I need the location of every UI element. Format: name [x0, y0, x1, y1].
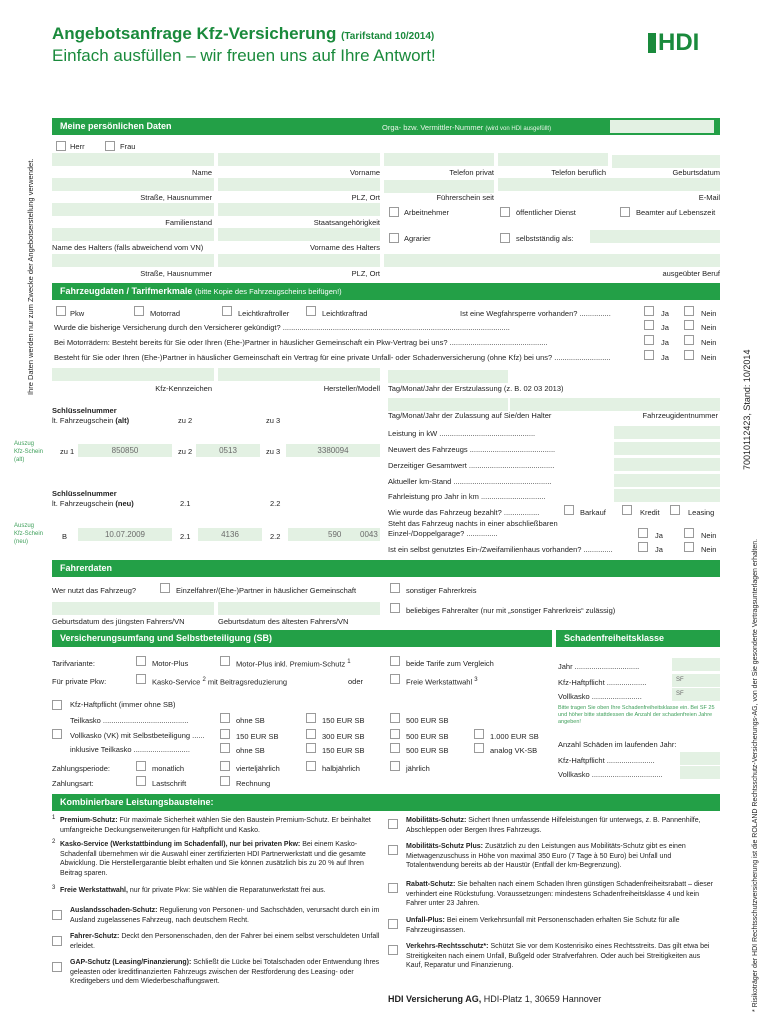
schaeden-haft-label: Kfz-Haftpflicht ....................... — [558, 756, 655, 765]
eigenheim-label: Ist ein selbst genutztes Ein-/Zweifamilienhaus vorhanden? .............. — [388, 545, 613, 554]
gesamtwert-label: Derzeitiger Gesamtwert ......................................... — [388, 461, 555, 470]
aeltester-label: Geburtsdatum des ältesten Fahrers/VN — [218, 617, 349, 626]
vk-1000-checkbox[interactable] — [474, 729, 484, 739]
zu3-label: zu 3 — [266, 447, 281, 456]
kfz-haft-sf-label: Kfz-Haftpflicht ................... — [558, 678, 647, 687]
section-personal: Meine persönlichen Daten Orga- bzw. Vermittler-Nummer (wird von HDI ausgefüllt) — [52, 118, 720, 135]
plz-input[interactable] — [218, 178, 380, 191]
b-input[interactable]: 10.07.2009 — [78, 528, 172, 541]
vorname-label: Vorname — [349, 168, 380, 177]
email-input[interactable] — [498, 178, 720, 191]
orga-label: Orga- bzw. Vermittler-Nummer (wird von HDI ausgefüllt) — [382, 123, 552, 132]
herr-checkbox[interactable] — [56, 141, 66, 151]
vk-label: Vollkasko (VK) mit Selbstbeteiligung ...... — [70, 731, 205, 740]
gekuendigt-ja-checkbox[interactable] — [644, 320, 654, 330]
n22-value2: 0043 — [360, 530, 378, 539]
geburtsdatum-input[interactable] — [612, 155, 720, 168]
plz2-input[interactable] — [218, 254, 380, 267]
unfall-plus-text: Unfall-Plus: Bei einem Verkehrsunfall mit Personenschaden erhalten Sie Schutz für alle Fahrzeuginsassen. — [406, 917, 680, 934]
kasko-sup: 2 — [52, 839, 56, 845]
n22-input[interactable] — [288, 528, 380, 541]
jaehrlich-label: jährlich — [406, 764, 430, 773]
zu2-header: zu 2 — [178, 416, 193, 425]
kennzeichen-input[interactable] — [52, 368, 214, 381]
leichtkraftroller-label: Leichtkraftroller — [238, 309, 290, 318]
premium-sup: 1 — [52, 815, 56, 821]
halter-name-label: Name des Halters (falls abweichend vom VN) — [52, 243, 204, 252]
auszug-alt-note: Auszug Kfz-Schein (alt) — [14, 441, 44, 463]
selbststaendig-label: selbstständig als: — [516, 234, 574, 243]
km-label: Aktueller km-Stand ............................................... — [388, 477, 552, 486]
beliebig-checkbox[interactable] — [390, 603, 400, 613]
vk-300-label: 300 EUR SB — [322, 732, 365, 741]
neuwert-label: Neuwert des Fahrzeugs ......................................... — [388, 445, 556, 454]
section-sf: Schadenfreiheitsklasse — [556, 630, 720, 647]
arbeitnehmer-checkbox[interactable] — [389, 207, 399, 217]
vollkasko-sf-input[interactable]: SF — [672, 688, 720, 701]
verkehr-text: Verkehrs-Rechtsschutz*: Schützt Sie vor dem Kostenrisiko eines Rechtsstreits. Das gilt etwa bei Streitigkeiten nach einem Unfall, Bußgeld oder Strafverfahren. Oder auch bei Streitigkeiten aus Kauf, Reparatur und Finanzierung. — [406, 943, 710, 969]
pkw-checkbox[interactable] — [56, 306, 66, 316]
bezahlt-label: Wie wurde das Fahrzeug bezahlt? ................. — [388, 508, 540, 517]
partner-label: Einzelfahrer/(Ehe-)Partner in häuslicher Gemeinschaft — [176, 586, 357, 595]
telefon-privat-label: Telefon privat — [449, 168, 494, 177]
zu1-label: zu 1 — [60, 447, 75, 456]
rechnung-label: Rechnung — [236, 779, 271, 788]
herr-label: Herr — [70, 142, 85, 151]
tk-150-checkbox[interactable] — [306, 713, 316, 723]
unfall-nein-checkbox[interactable] — [684, 350, 694, 360]
barkauf-checkbox[interactable] — [564, 505, 574, 515]
unfall-nein-label: Nein — [701, 353, 717, 362]
eigenheim-ja-label: Ja — [655, 545, 663, 554]
zu3-header: zu 3 — [266, 416, 281, 425]
beide-label: beide Tarife zum Vergleich — [406, 659, 494, 668]
motor-plus-checkbox[interactable] — [136, 656, 146, 666]
vollkasko-sf-label: Vollkasko ........................ — [558, 692, 642, 701]
wegfahr-nein-checkbox[interactable] — [684, 306, 694, 316]
leichtkraftroller-checkbox[interactable] — [222, 306, 232, 316]
fzschein-neu-label: lt. Fahrzeugschein (neu) — [52, 499, 134, 508]
eigenheim-nein-label: Nein — [701, 545, 717, 554]
freie-checkbox[interactable] — [390, 674, 400, 684]
telefon-privat-input[interactable] — [384, 153, 494, 166]
page-subtitle: Einfach ausfüllen – wir freuen uns auf Ihre Antwort! — [52, 46, 436, 65]
mob-text: Mobilitäts-Schutz: Sichert Ihnen umfassende Hilfeleistungen für unterwegs, z. B. Pannenhilfe, Abschleppen oder Bergen Ihres Fahrzeugs. — [406, 817, 701, 834]
kennzeichen-label: Kfz-Kennzeichen — [155, 384, 212, 393]
leasing-label: Leasing — [688, 508, 715, 517]
erstzulassung-input[interactable] — [388, 370, 508, 383]
oder-label: oder — [348, 677, 364, 686]
partner-checkbox[interactable] — [160, 583, 170, 593]
hersteller-input[interactable] — [218, 368, 380, 381]
wegfahr-ja-checkbox[interactable] — [644, 306, 654, 316]
zulassung-label: Tag/Monat/Jahr der Zulassung auf Sie/den Halter — [388, 411, 552, 420]
gap-checkbox[interactable] — [52, 962, 62, 972]
rechnung-checkbox[interactable] — [220, 776, 230, 786]
agrarier-label: Agrarier — [404, 234, 431, 243]
wegfahr-ja-label: Ja — [661, 309, 669, 318]
telefon-beruflich-input[interactable] — [498, 153, 608, 166]
spacer-alt — [52, 428, 388, 434]
name-label: Name — [191, 168, 212, 177]
leichtkraftrad-label: Leichtkraftrad — [322, 309, 368, 318]
staatsang-label: Staatsangehörigkeit — [313, 218, 380, 227]
leistung-label: Leistung in kW .............................................. — [388, 429, 536, 438]
leichtkraftrad-checkbox[interactable] — [306, 306, 316, 316]
beamter-label: Beamter auf Lebenszeit — [636, 208, 716, 217]
gesamtwert-input[interactable] — [614, 458, 720, 471]
hersteller-label: Hersteller/Modell — [323, 384, 380, 393]
gekuendigt-nein-label: Nein — [701, 323, 717, 332]
gekuendigt-nein-checkbox[interactable] — [684, 320, 694, 330]
leistung-input[interactable] — [614, 426, 720, 439]
oeffentlich-label: öffentlicher Dienst — [516, 208, 576, 217]
strasse2-input[interactable] — [52, 254, 214, 267]
sf-note: Bitte tragen Sie oben Ihre Schadenfreiheitsklasse ein. Bei SF 25 und höher bitte stattdessen die Anzahl der schadenfreien Jahre angeben! — [558, 705, 715, 725]
wer-label: Wer nutzt das Fahrzeug? — [52, 586, 137, 595]
kredit-checkbox[interactable] — [622, 505, 632, 515]
ausland-checkbox[interactable] — [52, 910, 62, 920]
premium-text: Premium-Schutz: Für maximale Sicherheit wählen Sie den Baustein Premium-Schutz. Er beinhaltet umfangreiche Deckungserweiterungen für Haftpflicht und Kasko. — [60, 817, 371, 834]
inkl-teil-label: inklusive Teilkasko ........................... — [70, 745, 190, 754]
n22-label: 2.2 — [270, 532, 281, 541]
garage-ja-label: Ja — [655, 531, 663, 540]
tarifvariante-label: Tarifvariante: — [52, 659, 95, 668]
vk-150-checkbox[interactable] — [220, 729, 230, 739]
beliebig-label: beliebiges Fahreralter (nur mit „sonstiger Fahrerkreis“ zulässig) — [406, 606, 616, 615]
zu2-label: zu 2 — [178, 447, 193, 456]
motorraeder-ja-label: Ja — [661, 338, 669, 347]
hdi-logo: HDI — [648, 30, 720, 56]
fahrer-checkbox[interactable] — [52, 936, 62, 946]
motorraeder-nein-label: Nein — [701, 338, 717, 347]
tk-ohne-sb-label: ohne SB — [236, 716, 265, 725]
staatsangehoerigkeit-input[interactable] — [218, 203, 380, 216]
fahrleistung-label: Fahrleistung pro Jahr in km ............................... — [388, 492, 546, 501]
sonstige-label: sonstiger Fahrerkreis — [406, 586, 477, 595]
tk-500-label: 500 EUR SB — [406, 716, 449, 725]
inkl-500-label: 500 EUR SB — [406, 746, 449, 755]
lastschrift-checkbox[interactable] — [136, 776, 146, 786]
neuwert-input[interactable] — [614, 442, 720, 455]
n21-input[interactable]: 4136 — [198, 528, 262, 541]
email-label: E-Mail — [698, 193, 720, 202]
motorraeder-nein-checkbox[interactable] — [684, 335, 694, 345]
zu2-input[interactable]: 0513 — [196, 444, 260, 457]
freie-label: Freie Werkstattwahl $^3$ — [406, 677, 478, 687]
zulassung-input[interactable] — [388, 398, 508, 411]
kasko-text: Kasko-Service (Werkstattbindung im Schadenfall), nur bei privaten Pkw: Bei einem Kasko-Schadenfall übernehmen wir die Auswahl einer zertifizierten HDI Partnerwerkstatt und die gesamte Abwicklung. Die Herstellergarantie bleibt erhalten und Sie können zusätzlich bis zu 20 % auf Ihren Beitrag sparen. — [60, 841, 366, 877]
page-title: Angebotsanfrage Kfz-Versicherung (Tarifstand 10/2014) — [52, 24, 435, 43]
beamter-checkbox[interactable] — [620, 207, 630, 217]
zahlungsperiode-label: Zahlungsperiode: — [52, 764, 110, 773]
schluessel-alt-heading: Schlüsselnummer — [52, 406, 117, 415]
gap-text: GAP-Schutz (Leasing/Finanzierung): Schließt die Lücke bei Totalschaden oder Entwendung Ihres geleasten oder kreditfinanzierten Fahrzeugs zwischen der Restforderung des Leasing- oder Kreditgebers und dem Wiederbeschaffungswert. — [70, 959, 380, 985]
section-modules: Kombinierbare Leistungsbausteine: — [52, 794, 720, 811]
unfall-ja-label: Ja — [661, 353, 669, 362]
km-input[interactable] — [614, 474, 720, 487]
eigenheim-nein-checkbox[interactable] — [684, 542, 694, 552]
legal-footnote: * Risikoträger der HDI Rechtsschutzversicherung ist die ROLAND Rechtsschutz-Versicherungs-AG, von der Sie gesonderte Vertragsunterlagen erhalten. — [752, 538, 759, 1012]
jaehrlich-checkbox[interactable] — [390, 761, 400, 771]
oeffentlich-checkbox[interactable] — [500, 207, 510, 217]
garage-ja-checkbox[interactable] — [638, 528, 648, 538]
motorrad-checkbox[interactable] — [134, 306, 144, 316]
monatlich-label: monatlich — [152, 764, 185, 773]
zu1-input[interactable]: 850850 — [78, 444, 172, 457]
inkl-150-checkbox[interactable] — [306, 743, 316, 753]
fin-input[interactable] — [510, 398, 720, 411]
n22-header: 2.2 — [270, 499, 281, 508]
inkl-150-label: 150 EUR SB — [322, 746, 365, 755]
geburtsdatum-label: Geburtsdatum — [672, 168, 720, 177]
strasse-label: Straße, Hausnummer — [140, 193, 212, 202]
beide-checkbox[interactable] — [390, 656, 400, 666]
frau-label: Frau — [120, 142, 136, 151]
garage-label: Steht das Fahrzeug nachts in einer abschließbaren Einzel-/Doppelgarage? ............... — [388, 519, 558, 538]
beruf-label: ausgeübter Beruf — [662, 269, 720, 278]
plz-label: PLZ, Ort — [351, 193, 380, 202]
fuehrerschein-input[interactable] — [384, 180, 494, 193]
auszug-neu-note: Auszug Kfz-Schein (neu) — [14, 523, 44, 545]
fahrer-text: Fahrer-Schutz: Deckt den Personenschaden, den der Fahrer bei einem selbst verschuldeten Unfall erleidet. — [70, 933, 380, 950]
frau-checkbox[interactable] — [105, 141, 115, 151]
motorrad-label: Motorrad — [150, 309, 181, 318]
vk-checkbox[interactable] — [52, 729, 62, 739]
rabatt-checkbox[interactable] — [388, 883, 398, 893]
garage-nein-label: Nein — [701, 531, 717, 540]
wegfahr-nein-label: Nein — [701, 309, 717, 318]
inkl-ohne-sb-checkbox[interactable] — [220, 743, 230, 753]
wegfahrsperre-label: Ist eine Wegfahrsperre vorhanden? ............... — [460, 309, 611, 318]
fahrleistung-input[interactable] — [614, 489, 720, 502]
strasse-input[interactable] — [52, 178, 214, 191]
kfz-haft-sf-input[interactable]: SF — [672, 674, 720, 687]
inkl-500-checkbox[interactable] — [390, 743, 400, 753]
fzschein-alt-label: lt. Fahrzeugschein (alt) — [52, 416, 130, 425]
n21-label: 2.1 — [180, 532, 191, 541]
b-label: B — [62, 532, 68, 541]
gekuendigt-ja-label: Ja — [661, 323, 669, 332]
beruf-input[interactable] — [384, 254, 720, 267]
haft-immer-label: Kfz-Haftpflicht (immer ohne SB) — [70, 700, 176, 709]
vk-1000-label: 1.000 EUR SB — [490, 732, 539, 741]
schaeden-vk-label: Vollkasko .................................. — [558, 770, 663, 779]
rabatt-text: Rabatt-Schutz: Sie behalten nach einem Schaden Ihren günstigen Schadenfreiheitsrabatt – dieser verhindert eine Rückstufung. Voraussetzungen: mindestens Schadenfreiheitsklasse 4 und kein Fahrer unter 23 Jahren. — [406, 881, 714, 907]
schaeden-vk-input[interactable] — [680, 766, 720, 779]
zahlungsart-label: Zahlungsart: — [52, 779, 94, 788]
eigenheim-ja-checkbox[interactable] — [638, 542, 648, 552]
mobplus-text: Mobilitäts-Schutz Plus: Zusätzlich zu den Leistungen aus Mobilitäts-Schutz gibt es einen Mietwagenzuschuss in Höhe von maximal 350 Euro (7 Tage à 50 Euro) bei Unfall und Totalentwendung bereits ab der Haustür (Entfall der km-Begrenzung). — [406, 843, 686, 869]
tarifstand: (Tarifstand 10/2014) — [341, 31, 435, 42]
n21-header: 2.1 — [180, 499, 191, 508]
tk-500-checkbox[interactable] — [390, 713, 400, 723]
vk-300-checkbox[interactable] — [306, 729, 316, 739]
name-input[interactable] — [52, 153, 214, 166]
geburtsdatum-aeltester-input[interactable] — [218, 602, 380, 615]
garage-nein-checkbox[interactable] — [684, 528, 694, 538]
fin-label: Fahrzeugidentnummer — [642, 411, 718, 420]
motor-plus-inkl-checkbox[interactable] — [220, 656, 230, 666]
lastschrift-label: Lastschrift — [152, 779, 187, 788]
private-pkw-label: Für private Pkw: — [52, 677, 107, 686]
jahr-input[interactable] — [672, 658, 720, 671]
arbeitnehmer-label: Arbeitnehmer — [404, 208, 450, 217]
plz2-label: PLZ, Ort — [351, 269, 380, 278]
teilkasko-label: Teilkasko ......................................... — [70, 716, 189, 725]
privacy-note: Ihre Daten werden nur zum Zwecke der Angebotserstellung verwendet. — [26, 158, 35, 395]
gekuendigt-label: Wurde die bisherige Versicherung durch den Versicherer gekündigt? ............................................................................................................. — [54, 323, 510, 332]
monatlich-checkbox[interactable] — [136, 761, 146, 771]
schaeden-haft-input[interactable] — [680, 752, 720, 765]
familienstand-label: Familienstand — [165, 218, 212, 227]
freie-sup: 3 — [52, 885, 56, 891]
section-coverage: Versicherungsumfang und Selbstbeteiligung (SB) — [52, 630, 552, 647]
vierteljaehrlich-label: vierteljährlich — [236, 764, 280, 773]
halbjaehrlich-label: halbjährlich — [322, 764, 360, 773]
motorraeder-label: Bei Motorrädern: Besteht bereits für Sie oder Ihren (Ehe-)Partner in häuslicher Gemeinschaft ein Pkw-Vertrag bei uns? ............................................... — [54, 338, 548, 347]
analog-checkbox[interactable] — [474, 743, 484, 753]
motor-plus-label: Motor-Plus — [152, 659, 189, 668]
freie-text: Freie Werkstattwahl, nur für private Pkw: Sie wählen die Reparaturwerkstatt frei aus. — [60, 887, 326, 894]
kasko-service-checkbox[interactable] — [136, 674, 146, 684]
geburtsdatum-juengster-input[interactable] — [52, 602, 214, 615]
tk-ohne-sb-checkbox[interactable] — [220, 713, 230, 723]
juengster-label: Geburtsdatum des jüngsten Fahrers/VN — [52, 617, 185, 626]
mob-checkbox[interactable] — [388, 819, 398, 829]
selbststaendig-checkbox[interactable] — [500, 233, 510, 243]
telefon-beruflich-label: Telefon beruflich — [551, 168, 606, 177]
halter-vorname-label: Vorname des Halters — [309, 243, 380, 252]
sonstige-checkbox[interactable] — [390, 583, 400, 593]
fuehrerschein-label: Führerschein seit — [436, 193, 494, 202]
n22-value: 590 — [328, 530, 342, 539]
unfall-plus-checkbox[interactable] — [388, 919, 398, 929]
section-driver: Fahrerdaten — [52, 560, 720, 577]
form-code: 70010112423, Stand: 10/2014 — [742, 349, 752, 470]
schluessel-neu-heading: Schlüsselnummer — [52, 489, 117, 498]
inkl-ohne-sb-label: ohne SB — [236, 746, 265, 755]
halbjaehrlich-checkbox[interactable] — [306, 761, 316, 771]
vorname-input[interactable] — [218, 153, 380, 166]
familienstand-input[interactable] — [52, 203, 214, 216]
vk-150-label: 150 EUR SB — [236, 732, 279, 741]
halter-vorname-input[interactable] — [218, 228, 380, 241]
halter-name-input[interactable] — [52, 228, 214, 241]
vk-500-label: 500 EUR SB — [406, 732, 449, 741]
pkw-label: Pkw — [70, 309, 85, 318]
strasse2-label: Straße, Hausnummer — [140, 269, 212, 278]
kasko-service-label: Kasko-Service $^2$ mit Beitragsreduzierung — [152, 677, 288, 687]
schaeden-label: Anzahl Schäden im laufenden Jahr: — [558, 740, 677, 749]
erstzulassung-label: Tag/Monat/Jahr der Erstzulassung (z. B. 02 03 2013) — [388, 384, 564, 393]
analog-label: analog VK-SB — [490, 746, 538, 755]
motor-plus-inkl-label: Motor-Plus inkl. Premium-Schutz $^1$ — [236, 659, 351, 669]
footer-address: HDI Versicherung AG, HDI-Platz 1, 30659 Hannover — [388, 994, 602, 1004]
agrarier-checkbox[interactable] — [389, 233, 399, 243]
leasing-checkbox[interactable] — [670, 505, 680, 515]
orga-number-input[interactable] — [610, 120, 714, 133]
motorraeder-ja-checkbox[interactable] — [644, 335, 654, 345]
kredit-label: Kredit — [640, 508, 660, 517]
verkehr-checkbox[interactable] — [388, 945, 398, 955]
unfall-ja-checkbox[interactable] — [644, 350, 654, 360]
ausland-text: Auslandsschaden-Schutz: Regulierung von Personen- und Sachschäden, verursacht durch ein im Ausland zugelassenes Fahrzeug, nach deutschem Recht. — [70, 907, 380, 924]
tk-150-label: 150 EUR SB — [322, 716, 365, 725]
haft-immer-checkbox[interactable] — [52, 700, 62, 710]
selbststaendig-input[interactable] — [590, 230, 720, 243]
barkauf-label: Barkauf — [580, 508, 606, 517]
vk-500-checkbox[interactable] — [390, 729, 400, 739]
unfall-vertrag-label: Besteht für Sie oder Ihren (Ehe-)Partner in häuslicher Gemeinschaft ein Vertrag für eine private Unfall- oder Schadenversicherung (ohne Kfz) bei uns? ........................... — [54, 353, 611, 362]
vierteljaehrlich-checkbox[interactable] — [220, 761, 230, 771]
section-vehicle: Fahrzeugdaten / Tarifmerkmale (bitte Kopie des Fahrzeugscheins beifügen!) — [52, 283, 720, 300]
zu3-input[interactable]: 3380094 — [286, 444, 380, 457]
mobplus-checkbox[interactable] — [388, 845, 398, 855]
jahr-label: Jahr ............................... — [558, 662, 640, 671]
